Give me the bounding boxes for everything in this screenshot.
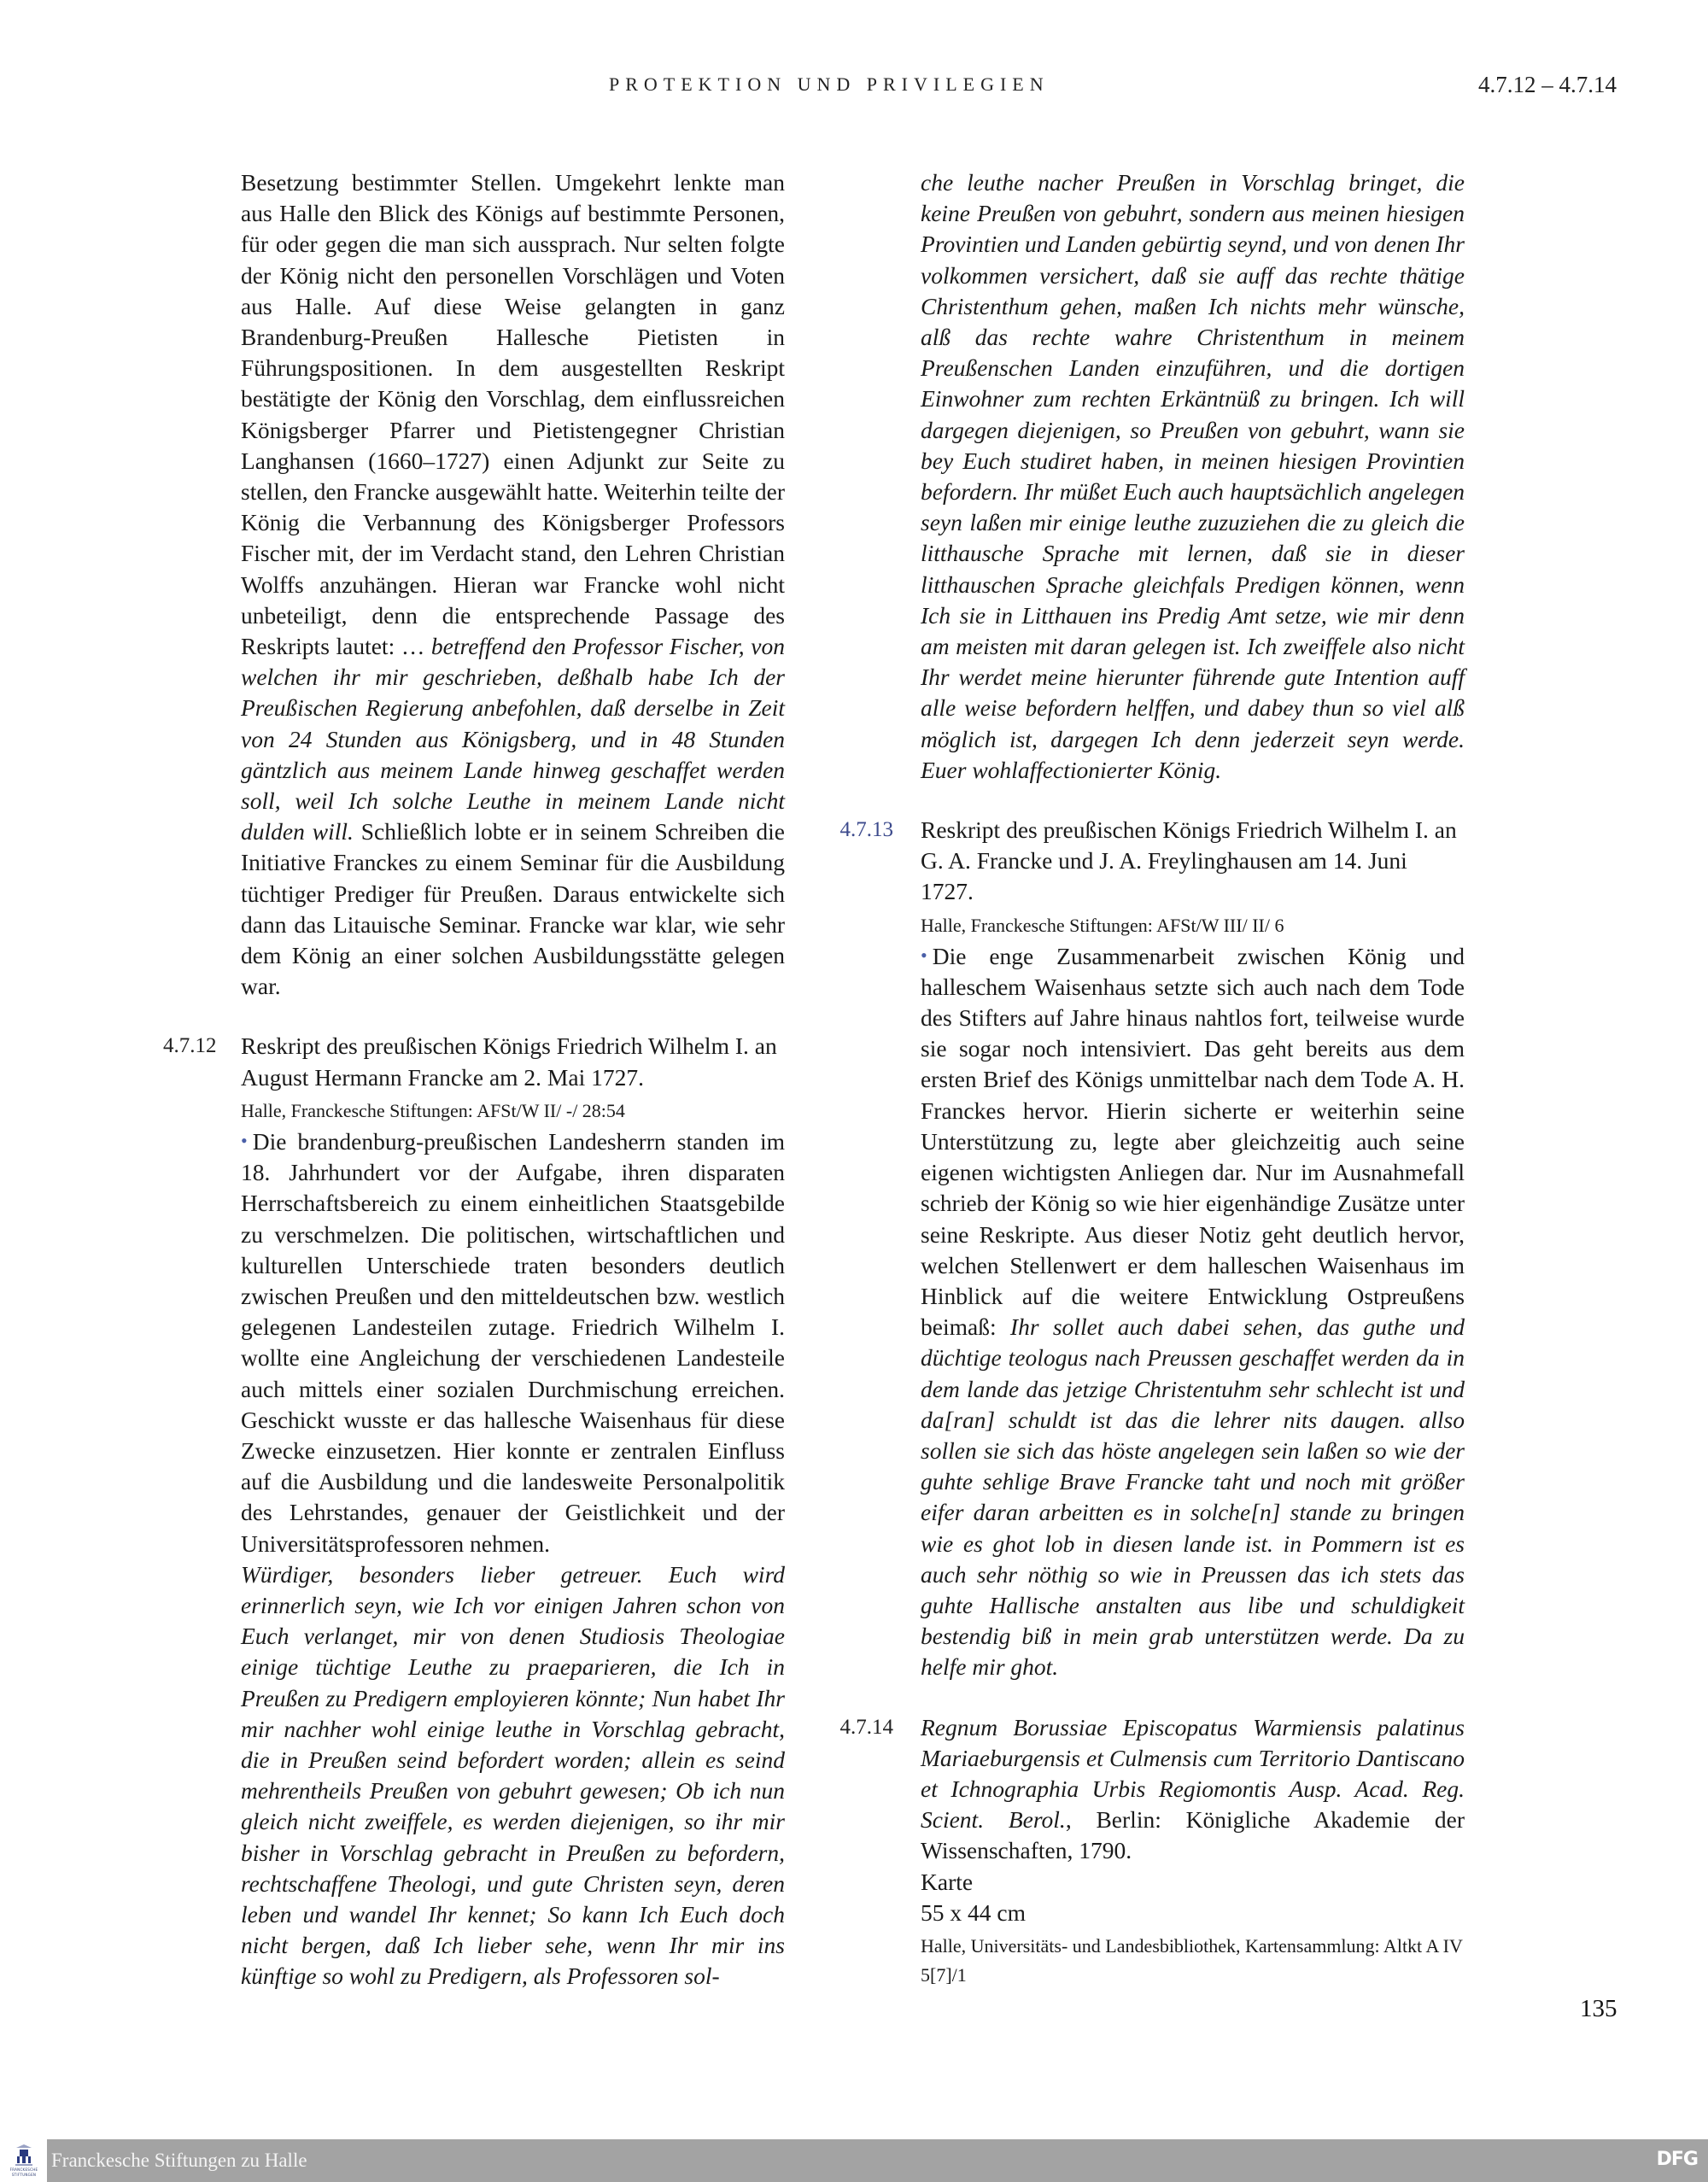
- dfg-logo: DFG: [1656, 2149, 1698, 2170]
- entry-dimensions: 55 x 44 cm: [921, 1898, 1026, 1926]
- entry-type: Karte: [921, 1868, 974, 1895]
- entry-source: Halle, Franckesche Stiftungen: AFSt/W II/ -/ 28:54: [241, 1099, 625, 1121]
- right-column: [839, 167, 1465, 1990]
- entry-body: Die brandenburg-preußischen Landesherrn standen im 18. Jahrhundert vor der Aufgabe, ihren disparaten Herrschaftsbereich zu einem einheitlichen Staatsgebilde zu verschmelzen. Die politischen, wirtschaftlichen und kulturellen Unterschiede traten besonders deutlich zwischen Preußen und den mitteldeutschen bzw. westlich gelegenen Landesteilen zutage. Friedrich Wilhelm I. wollte eine Angleichung der verschiedenen Landesteile auch mittels einer sozialen Durchmischung erreichen. Geschickt wusste er das hallesche Waisenhaus für diese Zwecke einzusetzen. Hier konnte er zentralen Einfluss auf die Ausbildung und die landesweite Personalpolitik des Lehrstandes, genauer der Geistlichkeit und der Universitätsprofessoren nehmen.: [241, 1127, 785, 1557]
- map-publisher: , Berlin: Königliche Akademie der Wissenschaften, 1790.: [921, 1806, 1465, 1864]
- entry-quote-continued: che leuthe nacher Preußen in Vorschlag bringet, die keine Preußen von gebuhrt, sondern aus meinen hiesigen Provintien und Landen gebürtig seynd, und von denen Ihr volkommen versichert, daß sie auff das rechte thätige Christenthum gehen, maßen Ich nichts mehr wünsche, alß das rechte wahre Christenthum in meinem Preußenschen Landen einzuführen, und die dortigen Einwohner zum rechten Erkäntnüß zu bringen. Ich will dargegen diejenigen, so Preußen von gebuhrt, wann sie bey Euch studiret haben, in meinen hiesigen Provintien befordern. Ihr müßet Euch auch hauptsächlich angelegen seyn laßen mir einige leuthe zuzuziehen die zu gleich die litthausche Sprache mit lernen, daß sie in dieser litthauschen Sprache gleichfals Predigen können, wenn Ich sie in Litthauen ins Predig Amt setze, wie mir denn am meisten mit daran gelegen ist. Ich zweiffele also nicht Ihr werdet meine hierunter führende gute Intention auff alle weise befordern helffen, und dabey thun so viel alß möglich ist, dargegen Ich denn jederzeit seyn werde. Euer wohlaffectionierter König.: [921, 169, 1465, 783]
- entry-body: Die enge Zusammenarbeit zwischen König und halleschem Waisenhaus setzte sich auch nach dem Tode des Stifters auf Jahre hinaus nahtlos fort, teilweise wurde sie sogar noch intensiviert. Das geht bereits aus dem ersten Brief des Königs unmittelbar nach dem Tode A. H. Franckes hervor. Hierin sicherte er weiterhin seine Unterstützung zu, legte aber gleichzeitig auch seine eigenen wichtigsten Anliegen dar. Nur im Ausnahmefall schrieb der König so wie hier eigenhändige Zusätze unter seine Reskripte. Aus dieser Notiz geht deutlich hervor, welchen Stellenwert er dem halleschen Waisenhaus im Hinblick auf die weitere Entwicklung Ostpreußens beimaß:: [921, 942, 1465, 1341]
- building-logo-icon: [15, 2144, 33, 2167]
- running-head: [0, 73, 1708, 108]
- logo-text-line-2: STIFTUNGEN: [11, 2173, 37, 2177]
- intro-paragraph: [241, 167, 785, 1002]
- bullet-icon: •: [921, 944, 927, 966]
- intro-text: Besetzung bestimmter Stellen. Umgekehrt lenkte man aus Halle den Blick des Königs auf bestimmte Personen, für oder gegen die man sich aussprach. Nur selten folgte der König nicht den personellen Vorschlägen und Voten aus Halle. Auf diese Weise gelangten in ganz Brandenburg-Preußen Hallesche Pietisten in Führungspositionen. In dem ausgestellten Reskript bestätigte der König den Vorschlag, dem einflussreichen Königsberger Pfarrer und Pietistengegner Christian Langhansen (1660–1727) einen Adjunkt zur Seite zu stellen, den Francke ausgewählt hatte. Weiterhin teilte der König die Verbannung des Königsberger Professors Fischer mit, der im Verdacht stand, den Lehren Christian Wolffs anzuhängen. Hieran war Francke wohl nicht unbeteiligt, denn die entsprechende Passage des Reskripts lautet: …: [241, 169, 785, 660]
- page-number: 135: [1580, 1995, 1617, 2022]
- entry-source: Halle, Universitäts- und Landesbibliothek, Kartensammlung: Altkt A IV 5[7]/1: [921, 1934, 1463, 1986]
- catalogue-entry-4-7-14: [839, 1712, 1465, 1990]
- franckesche-stiftungen-logo: [0, 2139, 47, 2182]
- entry-quote: Ihr sollet auch dabei sehen, das guthe und düchtige teologus nach Preussen geschaffet werden da in dem lande das jetzige Christentuhm sehr schlecht ist und da[ran] schuldt ist das die lehrer nits daugen. allso sollen sie sich das höste angelegen sein laßen so wie der guhte sehlige Brave Francke taht und noch mit größer eifer daran arbeitten es in solche[n] stande zu bringen wie es ghot lob in diesen lande ist. in Pommern ist es auch sehr nöthig so wie in Preussen das ich stets das guhte Hallische anstalten aus libe und schuldigkeit bestendig biß in mein grab unterstützen werde. Da zu helfe mir ghot.: [921, 1313, 1465, 1681]
- logo-text-line-1: FRANCKESCHE: [9, 2167, 38, 2172]
- catalogue-entry-4-7-13: [839, 815, 1465, 1682]
- intro-text-end: Schließlich lobte er in seinem Schreiben die Initiative Franckes zu einem Seminar für die Ausbildung tüchtiger Prediger für Preußen. Daraus entwickelte sich dann das Litauische Seminar. Francke war klar, wie sehr dem König an einer solchen Ausbildungsstätte gelegen war.: [241, 818, 785, 1000]
- footer-bar: [0, 2139, 1708, 2182]
- entry-number: 4.7.13: [839, 818, 893, 842]
- entry-title: [921, 1712, 1465, 1867]
- bullet-icon: •: [241, 1129, 248, 1151]
- entry-title: Reskript des preußischen Königs Friedrich Wilhelm I. an G. A. Francke und J. A. Freylinghausen am 14. Juni 1727.: [921, 816, 1457, 905]
- entry-source: Halle, Franckesche Stiftungen: AFSt/W III/ II/ 6: [921, 914, 1284, 936]
- map-title: Regnum Borussiae Episcopatus Warmiensis palatinus Mariaeburgensis et Culmensis cum Territorio Dantiscano et Ichnographia Urbis Regiomontis Ausp. Acad. Reg. Scient. Berol.: [921, 1713, 1465, 1834]
- catalogue-range: 4.7.12 – 4.7.14: [1478, 72, 1617, 97]
- entry-quote: Würdiger, besonders lieber getreuer. Euch wird erinnerlich seyn, wie Ich vor einigen Jahren schon von Euch verlanget, mir von denen Studiosis Theologiae einige tüchtige Leuthe zu praeparieren, die Ich in Preußen zu Predigern employieren könnte; Nun habet Ihr mir nachher wohl einige leuthe in Vorschlag gebracht, die in Preußen seind befordert worden; allein es seind mehrentheils Preußen von gebuhrt gewesen; Ob ich nun gleich nicht zweiffele, es werden diejenigen, so ihr mir bisher in Vorschlag gebracht in Preußen zu befordern, rechtschaffene Theologi, und gute Christen seyn, deren leben und wandel Ihr kennet; So kann Ich Euch doch nicht bergen, daß Ich lieber sehe, wenn Ihr mir ins künftige so wohl zu Predigern, als Professoren sol-: [241, 1560, 785, 1990]
- entry-number: 4.7.14: [839, 1715, 893, 1739]
- running-title: PROTEKTION UND PRIVILEGIEN: [609, 73, 1050, 95]
- left-column: [163, 167, 785, 1992]
- entry-description: [921, 940, 1465, 1683]
- catalogue-entry-4-7-12: [163, 1031, 785, 1992]
- institution-name: Franckesche Stiftungen zu Halle: [51, 2150, 307, 2171]
- entry-description: [241, 1126, 785, 1559]
- footer-banner: [47, 2139, 1708, 2182]
- intro-quote: betreffend den Professor Fischer, von welchen ihr mir geschrieben, deßhalb habe Ich der Preußischen Regierung anbefohlen, daß derselbe in Zeit von 24 Stunden aus Königsberg, und in 48 Stunden gäntzlich aus meinem Lande hinweg geschaffet werden soll, weil Ich solche Leuthe in meinem Lande nicht dulden will.: [241, 633, 785, 845]
- entry-number: 4.7.12: [163, 1034, 217, 1058]
- entry-title: Reskript des preußischen Königs Friedrich Wilhelm I. an August Hermann Francke am 2. Mai 1727.: [241, 1033, 777, 1091]
